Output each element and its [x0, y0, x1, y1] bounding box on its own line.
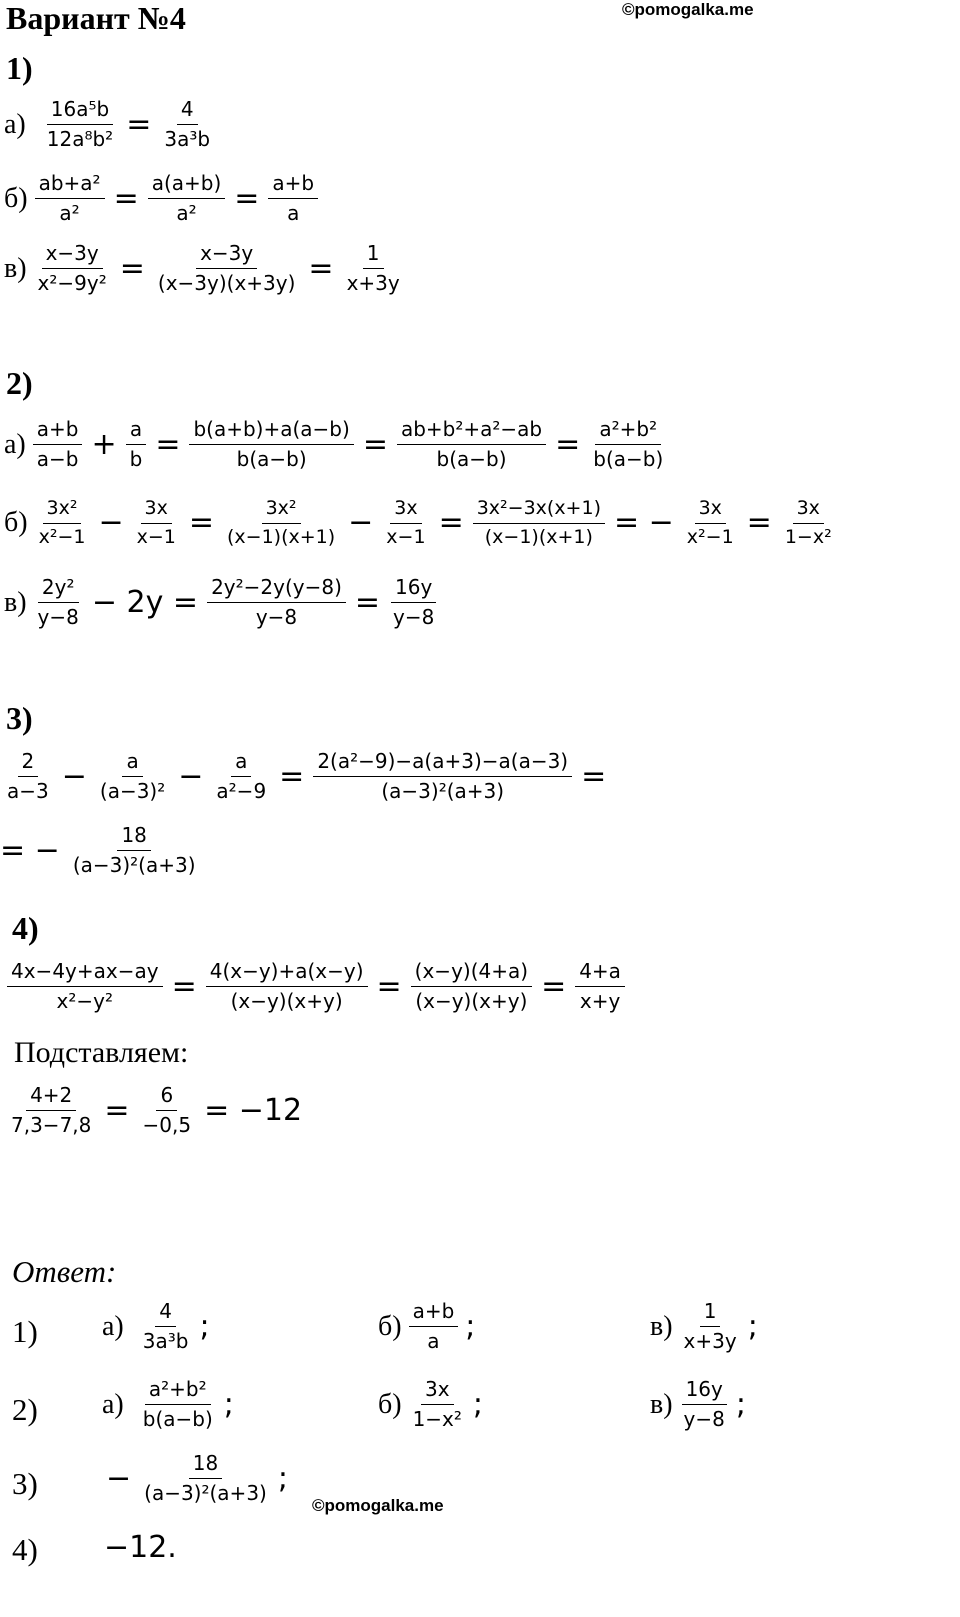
answer-1-num: 1) [12, 1314, 38, 1349]
fraction: $\frac{\text{a²+b²}}{b(a-b)}$ [593, 417, 664, 471]
watermark-top: ©pomogalka.me [622, 0, 754, 19]
equals-sign: = [308, 250, 334, 286]
fraction: $\frac{\text{3x²}}{(x-1)(x+1)}$ [227, 497, 336, 548]
fraction: $\frac{a}{b}$ [126, 418, 147, 471]
fraction: $\frac{16y}{y-8}$ [393, 575, 435, 629]
fraction: $\frac{4}{\text{3a³b}}$ [164, 97, 211, 151]
fraction: $\frac{3x}{\text{1−x²}}$ [412, 1377, 462, 1431]
minus-sign: − [106, 1460, 132, 1496]
s4-equation [4, 960, 628, 1013]
answer-3: − $\frac{18}{\text{(a−3)²(a+3)}}$ ; [106, 1451, 288, 1505]
fraction: $\frac{4(x-y)+a(x-y)}{(x-y)(x+y)}$ [206, 960, 368, 1013]
equals-sign: = [104, 1092, 130, 1128]
fraction: $\frac{1}{x+3y}$ [346, 241, 400, 295]
fraction: $\frac{b(a+b)+a(a-b)}{b(a-b)}$ [189, 418, 353, 471]
s3-equation-line2 [0, 824, 203, 877]
fraction: $\frac{16y}{y-8}$ [683, 1377, 725, 1431]
fraction: $\frac{\text{2y²−2y(y−8)}}{y-8}$ [207, 576, 346, 629]
answer-2-num: 2) [12, 1392, 38, 1427]
fraction: $\frac{\text{3x²}}{\text{x²−1}}$ [38, 497, 86, 548]
minus-term: − 2y = [91, 584, 199, 620]
fraction: $\frac{a}{\text{(a−3)²}}$ [99, 749, 166, 803]
equals-sign: = [119, 250, 145, 286]
item-label: а) [102, 1310, 124, 1342]
fraction: $\frac{\text{16a⁵b}}{\text{12a⁸b²}}$ [46, 97, 114, 151]
s2-a-equation [4, 418, 670, 471]
section-1-label: 1) [6, 50, 33, 86]
item-label: в) [650, 1310, 673, 1342]
item-label: б) [4, 182, 28, 214]
item-label: а) [4, 428, 26, 460]
fraction: $\frac{3x}{x-1}$ [386, 497, 426, 548]
answer-1a: а) $\frac{4}{\text{3a³b}}$ ; [102, 1299, 210, 1353]
watermark-bottom: ©pomogalka.me [312, 1496, 444, 1515]
s3-equation-line1 [0, 750, 612, 803]
fraction: $\frac{\text{a²+b²}}{b(a-b)}$ [142, 1377, 213, 1431]
fraction: $\frac{\text{2(a²−9)−a(a+3)−a(a−3)}}{\text{(a−3)²(a+3)}}$ [313, 750, 572, 803]
s1-c-equation [4, 242, 407, 295]
fraction: $\frac{x-3y}{(x-3y)(x+3y)}$ [157, 241, 296, 295]
item-label: б) [4, 507, 28, 539]
minus-sign: − [98, 505, 124, 541]
item-label: б) [378, 1310, 402, 1342]
equals-sign: = [188, 505, 214, 541]
plus-sign: + [91, 426, 117, 462]
fraction: $\frac{1}{x+3y}$ [683, 1299, 737, 1353]
equals-sign: = [234, 180, 260, 216]
fraction: $\frac{18}{\text{(a−3)²(a+3)}}$ [72, 823, 196, 877]
section-3-label: 3) [6, 700, 33, 736]
fraction: $\frac{4+a}{x+y}$ [575, 960, 625, 1013]
equals-minus-sign: = − [613, 505, 674, 541]
page-title: Вариант №4 [6, 0, 186, 36]
fraction: $\frac{3x}{\text{x²−1}}$ [686, 497, 734, 548]
fraction: $\frac{a}{\text{a²−9}}$ [216, 749, 267, 803]
equals-sign: = [746, 505, 772, 541]
equals-sign: = [376, 968, 402, 1004]
equals-sign: = [155, 426, 181, 462]
answer-3-num: 3) [12, 1466, 38, 1501]
equals-sign: = [438, 505, 464, 541]
result-value: = −12 [204, 1092, 303, 1128]
fraction: $\frac{18}{\text{(a−3)²(a+3)}}$ [144, 1451, 267, 1505]
equals-sign: = [113, 180, 139, 216]
equals-sign: = [362, 426, 388, 462]
minus-sign: − [61, 758, 87, 794]
equals-sign: = [354, 584, 381, 620]
s4-substitution [4, 1084, 308, 1137]
fraction: $\frac{\text{ab+a²}}{\text{a²}}$ [35, 172, 105, 225]
item-label: а) [4, 108, 26, 140]
fraction: $\frac{a+b}{a-b}$ [33, 418, 83, 471]
section-4-label: 4) [12, 910, 39, 946]
item-label: в) [4, 252, 27, 284]
fraction: $\frac{\text{ab+b²+a²−ab}}{b(a-b)}$ [397, 418, 546, 471]
section-2-label: 2) [6, 365, 33, 401]
fraction: $\frac{x-3y}{\text{x²−9y²}}$ [37, 241, 107, 295]
s1-b-equation [4, 172, 321, 225]
item-label: в) [4, 586, 27, 618]
fraction: $\frac{2}{a-3}$ [7, 749, 49, 803]
equals-sign: = [279, 758, 305, 794]
fraction: $\frac{3x}{\text{1−x²}}$ [784, 497, 832, 548]
answer-heading: Ответ: [12, 1254, 117, 1289]
fraction: $\frac{\text{2y²}}{y-8}$ [37, 575, 79, 629]
equals-sign: = [555, 426, 581, 462]
answer-1b: б) $\frac{a+b}{a}$ ; [378, 1299, 476, 1353]
equals-minus-sign: = − [0, 832, 60, 868]
fraction: $\frac{a+b}{a}$ [268, 172, 318, 225]
s2-c-equation [4, 576, 441, 629]
answer-1c: в) $\frac{1}{x+3y}$ ; [650, 1299, 758, 1353]
substitute-text: Подставляем: [14, 1036, 189, 1069]
minus-sign: − [178, 758, 204, 794]
fraction: $\frac{a(a+b)}{\text{a²}}$ [148, 172, 226, 225]
equals-sign: = [171, 968, 197, 1004]
fraction: $\frac{4+2}{7,3-7,8}$ [11, 1083, 92, 1137]
answer-4-num: 4) [12, 1532, 38, 1567]
fraction: $\frac{a+b}{a}$ [409, 1300, 459, 1353]
equals-sign: = [581, 758, 607, 794]
answer-4-value: −12. [104, 1530, 177, 1565]
fraction: $\frac{(x-y)(4+a)}{(x-y)(x+y)}$ [411, 960, 532, 1013]
answer-2c: в) $\frac{16y}{y-8}$ ; [650, 1377, 746, 1431]
answer-2b: б) $\frac{3x}{\text{1−x²}}$ ; [378, 1377, 484, 1431]
fraction: $\frac{4x-4y+ax-ay}{\text{x²−y²}}$ [7, 960, 163, 1013]
equals-sign: = [541, 968, 567, 1004]
s1-a-equation [4, 98, 217, 151]
fraction: $\frac{4}{\text{3a³b}}$ [142, 1299, 189, 1353]
item-label: а) [102, 1388, 124, 1420]
item-label: в) [650, 1388, 673, 1420]
minus-sign: − [348, 505, 374, 541]
fraction: $\frac{3x}{x-1}$ [136, 497, 176, 548]
item-label: б) [378, 1388, 402, 1420]
fraction: $\frac{6}{-0,5}$ [142, 1083, 192, 1137]
answer-2a: а) $\frac{\text{a²+b²}}{b(a-b)}$ ; [102, 1377, 234, 1431]
equals-sign: = [126, 106, 152, 142]
s2-b-equation [4, 498, 839, 549]
fraction: $\frac{\text{3x²−3x(x+1)}}{(x-1)(x+1)}$ [473, 498, 605, 549]
